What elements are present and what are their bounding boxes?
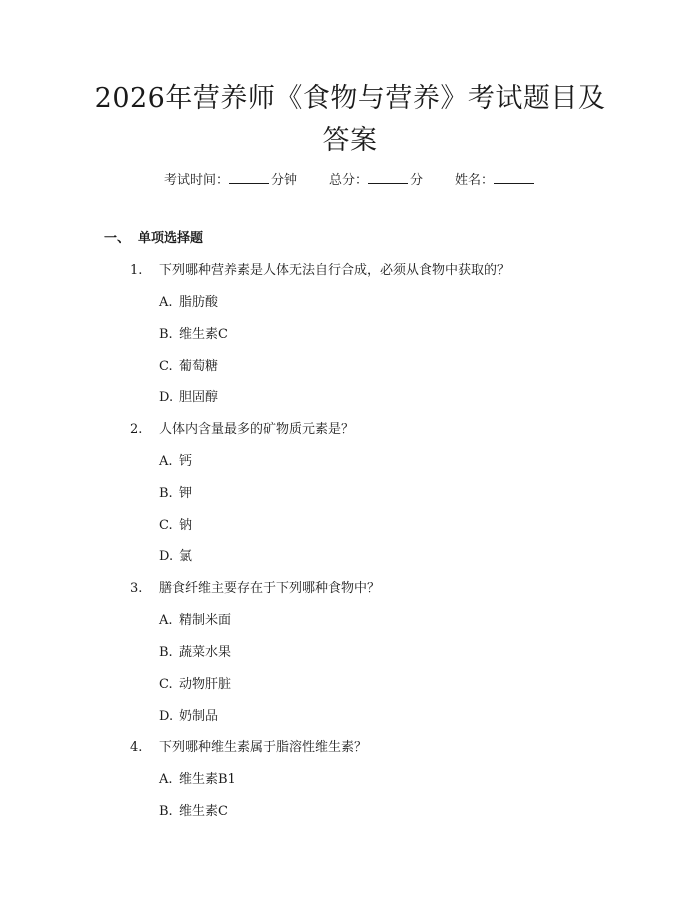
option-text: 钙 bbox=[179, 454, 193, 469]
option-item bbox=[159, 485, 192, 503]
option-letter: C. bbox=[159, 677, 173, 692]
question-2 bbox=[130, 421, 354, 439]
option-letter: A. bbox=[159, 772, 173, 787]
option-letter: D. bbox=[159, 549, 174, 564]
total-score-label: 总分： bbox=[328, 173, 368, 188]
option-letter: B. bbox=[159, 486, 173, 501]
question-number: 1. bbox=[130, 263, 143, 278]
section-title: 单项选择题 bbox=[138, 231, 204, 246]
question-3 bbox=[130, 580, 380, 598]
total-score-blank bbox=[368, 170, 408, 184]
option-text: 胆固醇 bbox=[179, 390, 219, 405]
exam-time-blank bbox=[229, 170, 269, 184]
exam-info-line bbox=[0, 170, 700, 190]
question-text: 膳食纤维主要存在于下列哪种食物中？ bbox=[159, 581, 381, 596]
option-item bbox=[159, 644, 231, 662]
option-letter: A. bbox=[159, 295, 173, 310]
page-title: 2026年营养师《食物与营养》考试题目及答案 bbox=[94, 83, 606, 156]
option-item bbox=[159, 294, 218, 312]
option-letter: D. bbox=[159, 390, 174, 405]
option-text: 维生素C bbox=[179, 804, 228, 819]
option-item bbox=[159, 389, 218, 407]
option-letter: A. bbox=[159, 454, 173, 469]
option-item bbox=[159, 358, 218, 376]
option-text: 氯 bbox=[179, 549, 193, 564]
question-4 bbox=[130, 739, 367, 757]
option-letter: B. bbox=[159, 327, 173, 342]
option-text: 蔬菜水果 bbox=[179, 645, 232, 660]
section-heading bbox=[104, 230, 203, 248]
option-item bbox=[159, 453, 192, 471]
question-text: 人体内含量最多的矿物质元素是？ bbox=[159, 422, 355, 437]
option-letter: B. bbox=[159, 804, 173, 819]
option-text: 精制米面 bbox=[179, 613, 232, 628]
question-number: 4. bbox=[130, 740, 143, 755]
option-text: 维生素B1 bbox=[179, 772, 236, 787]
option-letter: D. bbox=[159, 709, 174, 724]
option-text: 脂肪酸 bbox=[179, 295, 219, 310]
option-text: 动物肝脏 bbox=[179, 677, 232, 692]
option-item bbox=[159, 771, 236, 789]
question-number: 3. bbox=[130, 581, 143, 596]
question-text: 下列哪种营养素是人体无法自行合成，必须从食物中获取的？ bbox=[159, 263, 511, 278]
option-item bbox=[159, 326, 228, 344]
question-number: 2. bbox=[130, 422, 143, 437]
option-item bbox=[159, 517, 192, 535]
total-score-unit: 分 bbox=[410, 173, 424, 188]
option-item bbox=[159, 803, 228, 821]
option-letter: A. bbox=[159, 613, 173, 628]
option-text: 维生素C bbox=[179, 327, 228, 342]
exam-time-unit: 分钟 bbox=[270, 173, 297, 188]
option-letter: C. bbox=[159, 518, 173, 533]
option-text: 奶制品 bbox=[179, 709, 219, 724]
name-label: 姓名： bbox=[455, 173, 495, 188]
question-text: 下列哪种维生素属于脂溶性维生素？ bbox=[159, 740, 368, 755]
option-text: 钠 bbox=[179, 518, 193, 533]
exam-time-label: 考试时间： bbox=[163, 173, 229, 188]
option-letter: C. bbox=[159, 359, 173, 374]
option-text: 葡萄糖 bbox=[179, 359, 219, 374]
option-letter: B. bbox=[159, 645, 173, 660]
option-item bbox=[159, 676, 231, 694]
option-item bbox=[159, 612, 231, 630]
option-item bbox=[159, 708, 218, 726]
option-text: 钾 bbox=[179, 486, 193, 501]
question-1 bbox=[130, 262, 510, 280]
name-blank bbox=[494, 170, 534, 184]
section-number: 一、 bbox=[104, 231, 131, 246]
option-item bbox=[159, 548, 192, 566]
